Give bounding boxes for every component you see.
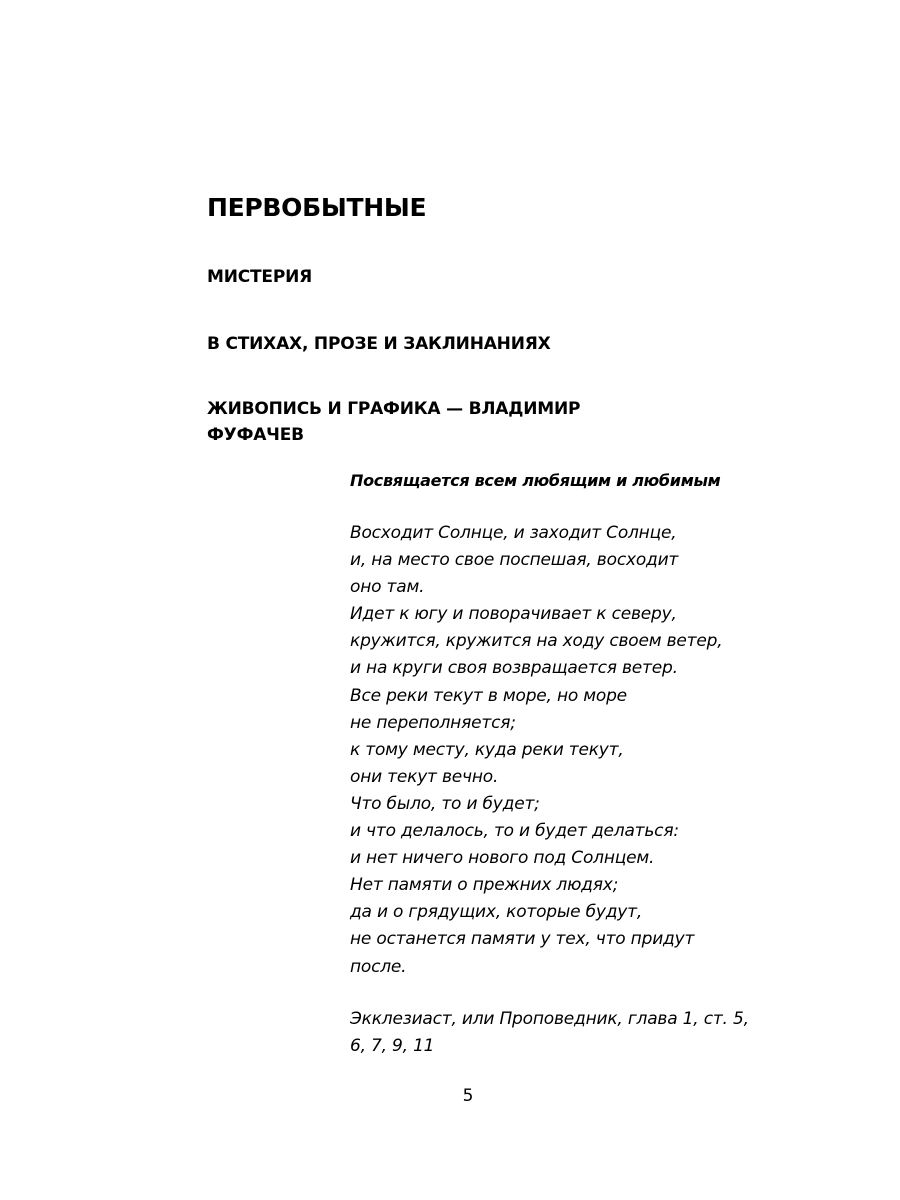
epigraph-line: Что было, то и будет; <box>350 793 540 814</box>
epigraph-line: кружится, кружится на ходу своем ветер, <box>350 631 723 652</box>
epigraph-line: они текут вечно. <box>350 766 499 787</box>
epigraph-line: и, на место свое поспешая, восходит <box>350 550 679 571</box>
epigraph-line: оно там. <box>350 577 425 598</box>
epigraph-line: и на круги своя возвращается ветер. <box>350 658 678 679</box>
epigraph-line: не переполняется; <box>350 712 516 733</box>
dedication: Посвящается всем любящим и любимым <box>350 471 721 490</box>
epigraph-line: Все реки текут в море, но море <box>350 685 627 706</box>
epigraph-line: и что делалось, то и будет делаться: <box>350 821 679 842</box>
page-title: ПЕРВОБЫТНЫЕ <box>207 193 427 222</box>
epigraph-line: да и о грядущих, которые будут, <box>350 902 643 923</box>
epigraph <box>350 520 790 981</box>
credits-heading <box>207 396 607 448</box>
epigraph-line: и нет ничего нового под Солнцем. <box>350 848 655 869</box>
epigraph-line: не останется памяти у тех, что придут <box>350 929 695 950</box>
epigraph-line: Идет к югу и поворачивает к северу, <box>350 604 677 625</box>
epigraph-line: после. <box>350 956 407 977</box>
subtitle-genre: МИСТЕРИЯ <box>207 267 313 287</box>
credits-line: ФУФАЧЕВ <box>207 425 304 445</box>
epigraph-source-line: Экклезиаст, или Проповедник, глава 1, ст. 5, <box>350 1009 749 1029</box>
epigraph-line: Нет памяти о прежних людях; <box>350 875 619 896</box>
epigraph-source <box>350 1006 770 1060</box>
epigraph-source-line: 6, 7, 9, 11 <box>350 1036 435 1056</box>
epigraph-line: Восходит Солнце, и заходит Солнце, <box>350 523 677 543</box>
subtitle-form: В СТИХАХ, ПРОЗЕ И ЗАКЛИНАНИЯХ <box>207 334 551 354</box>
epigraph-line: к тому месту, куда реки текут, <box>350 739 624 760</box>
page-number: 5 <box>462 1086 474 1106</box>
credits-line: ЖИВОПИСЬ И ГРАФИКА — ВЛАДИМИР <box>207 399 581 419</box>
